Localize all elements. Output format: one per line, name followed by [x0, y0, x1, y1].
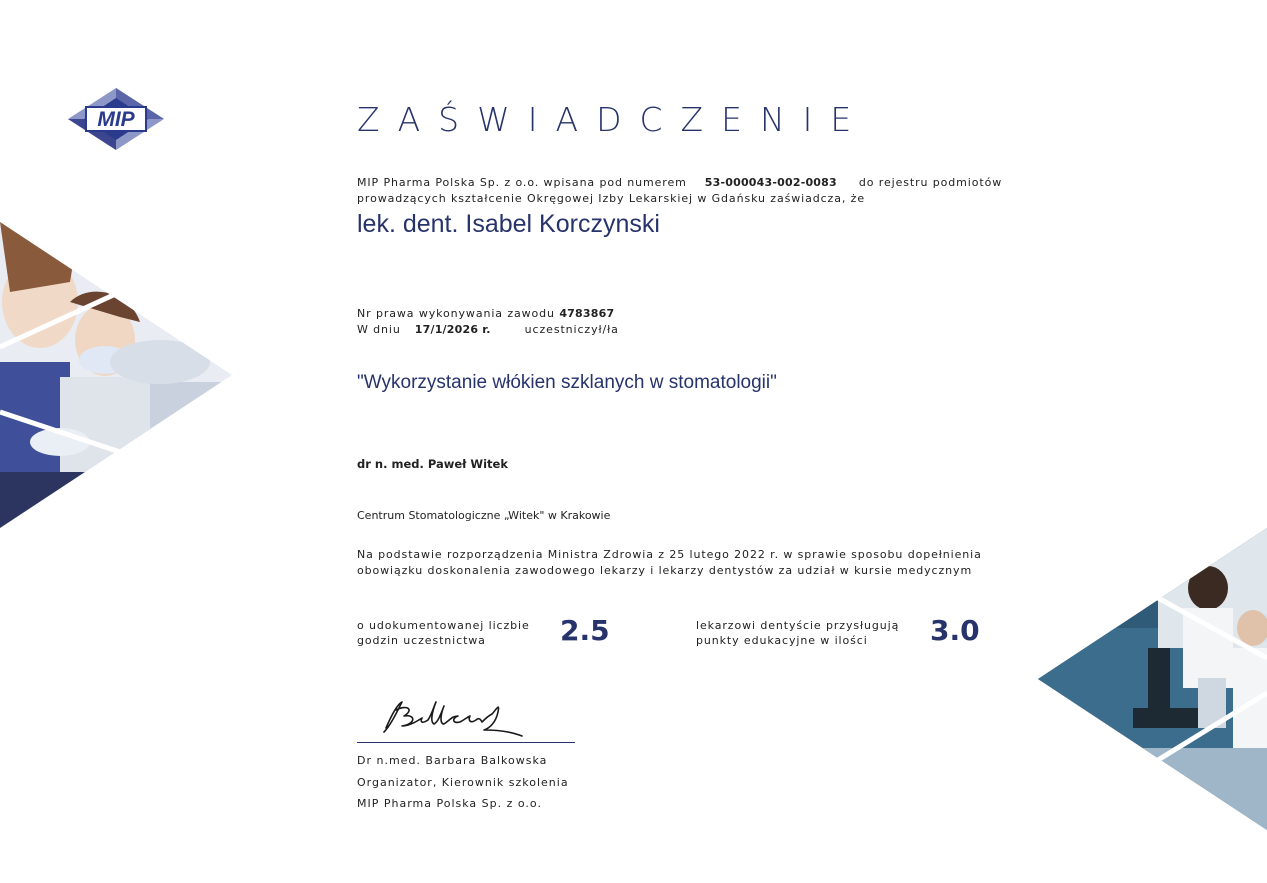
signature-line	[357, 742, 575, 743]
license-number: 4783867	[559, 307, 615, 320]
mip-logo	[66, 86, 166, 152]
course-title: "Wykorzystanie włókien szklanych w stomatologii"	[357, 372, 777, 393]
svg-text:MIP: MIP	[97, 108, 135, 131]
legal-basis-line-1: Na podstawie rozporządzenia Ministra Zdrowia z 25 lutego 2022 r. w sprawie sposobu dopełnienia	[357, 548, 982, 561]
hours-label	[357, 618, 547, 648]
intro-after-number: do rejestru podmiotów	[858, 176, 1003, 189]
date-row	[357, 322, 619, 337]
dental-team-photo-image	[0, 222, 232, 528]
license-label: Nr prawa wykonywania zawodu	[357, 307, 555, 320]
points-label-line-1: lekarzowi dentyście przysługują	[696, 619, 900, 632]
certificate-title: ZAŚWIADCZENIE	[357, 100, 870, 139]
legal-basis-line-2: obowiązku doskonalenia zawodowego lekarzy i lekarzy dentystów za udział w kursie medycznym	[357, 564, 973, 577]
participated-label: uczestniczył/ła	[524, 323, 619, 336]
points-label-line-2: punkty edukacyjne w ilości	[696, 634, 868, 647]
intro-line-1	[357, 175, 1003, 190]
hours-value: 2.5	[560, 614, 610, 647]
license-row	[357, 306, 614, 321]
signatory-company: MIP Pharma Polska Sp. z o.o.	[357, 797, 542, 810]
intro-before-number: MIP Pharma Polska Sp. z o.o. wpisana pod numerem	[357, 176, 687, 189]
signatory-name: Dr n.med. Barbara Balkowska	[357, 754, 548, 767]
intro-line-2: prowadzących kształcenie Okręgowej Izby Lekarskiej w Gdańsku zaświadcza, że	[357, 192, 865, 205]
points-value: 3.0	[930, 614, 980, 647]
hours-label-line-1: o udokumentowanej liczbie	[357, 619, 530, 632]
signatory-role: Organizator, Kierownik szkolenia	[357, 776, 569, 789]
date-label: W dniu	[357, 323, 401, 336]
points-label	[696, 618, 916, 648]
laboratory-photo-image	[1038, 528, 1267, 830]
handwritten-signature	[372, 692, 542, 742]
date-value: 17/1/2026 r.	[414, 323, 491, 336]
institution-name: Centrum Stomatologiczne „Witek" w Krakowie	[357, 509, 611, 522]
register-number: 53-000043-002-0083	[704, 176, 837, 189]
recipient-name: lek. dent. Isabel Korczynski	[357, 210, 660, 238]
hours-label-line-2: godzin uczestnictwa	[357, 634, 486, 647]
lecturer-name: dr n. med. Paweł Witek	[357, 457, 508, 471]
